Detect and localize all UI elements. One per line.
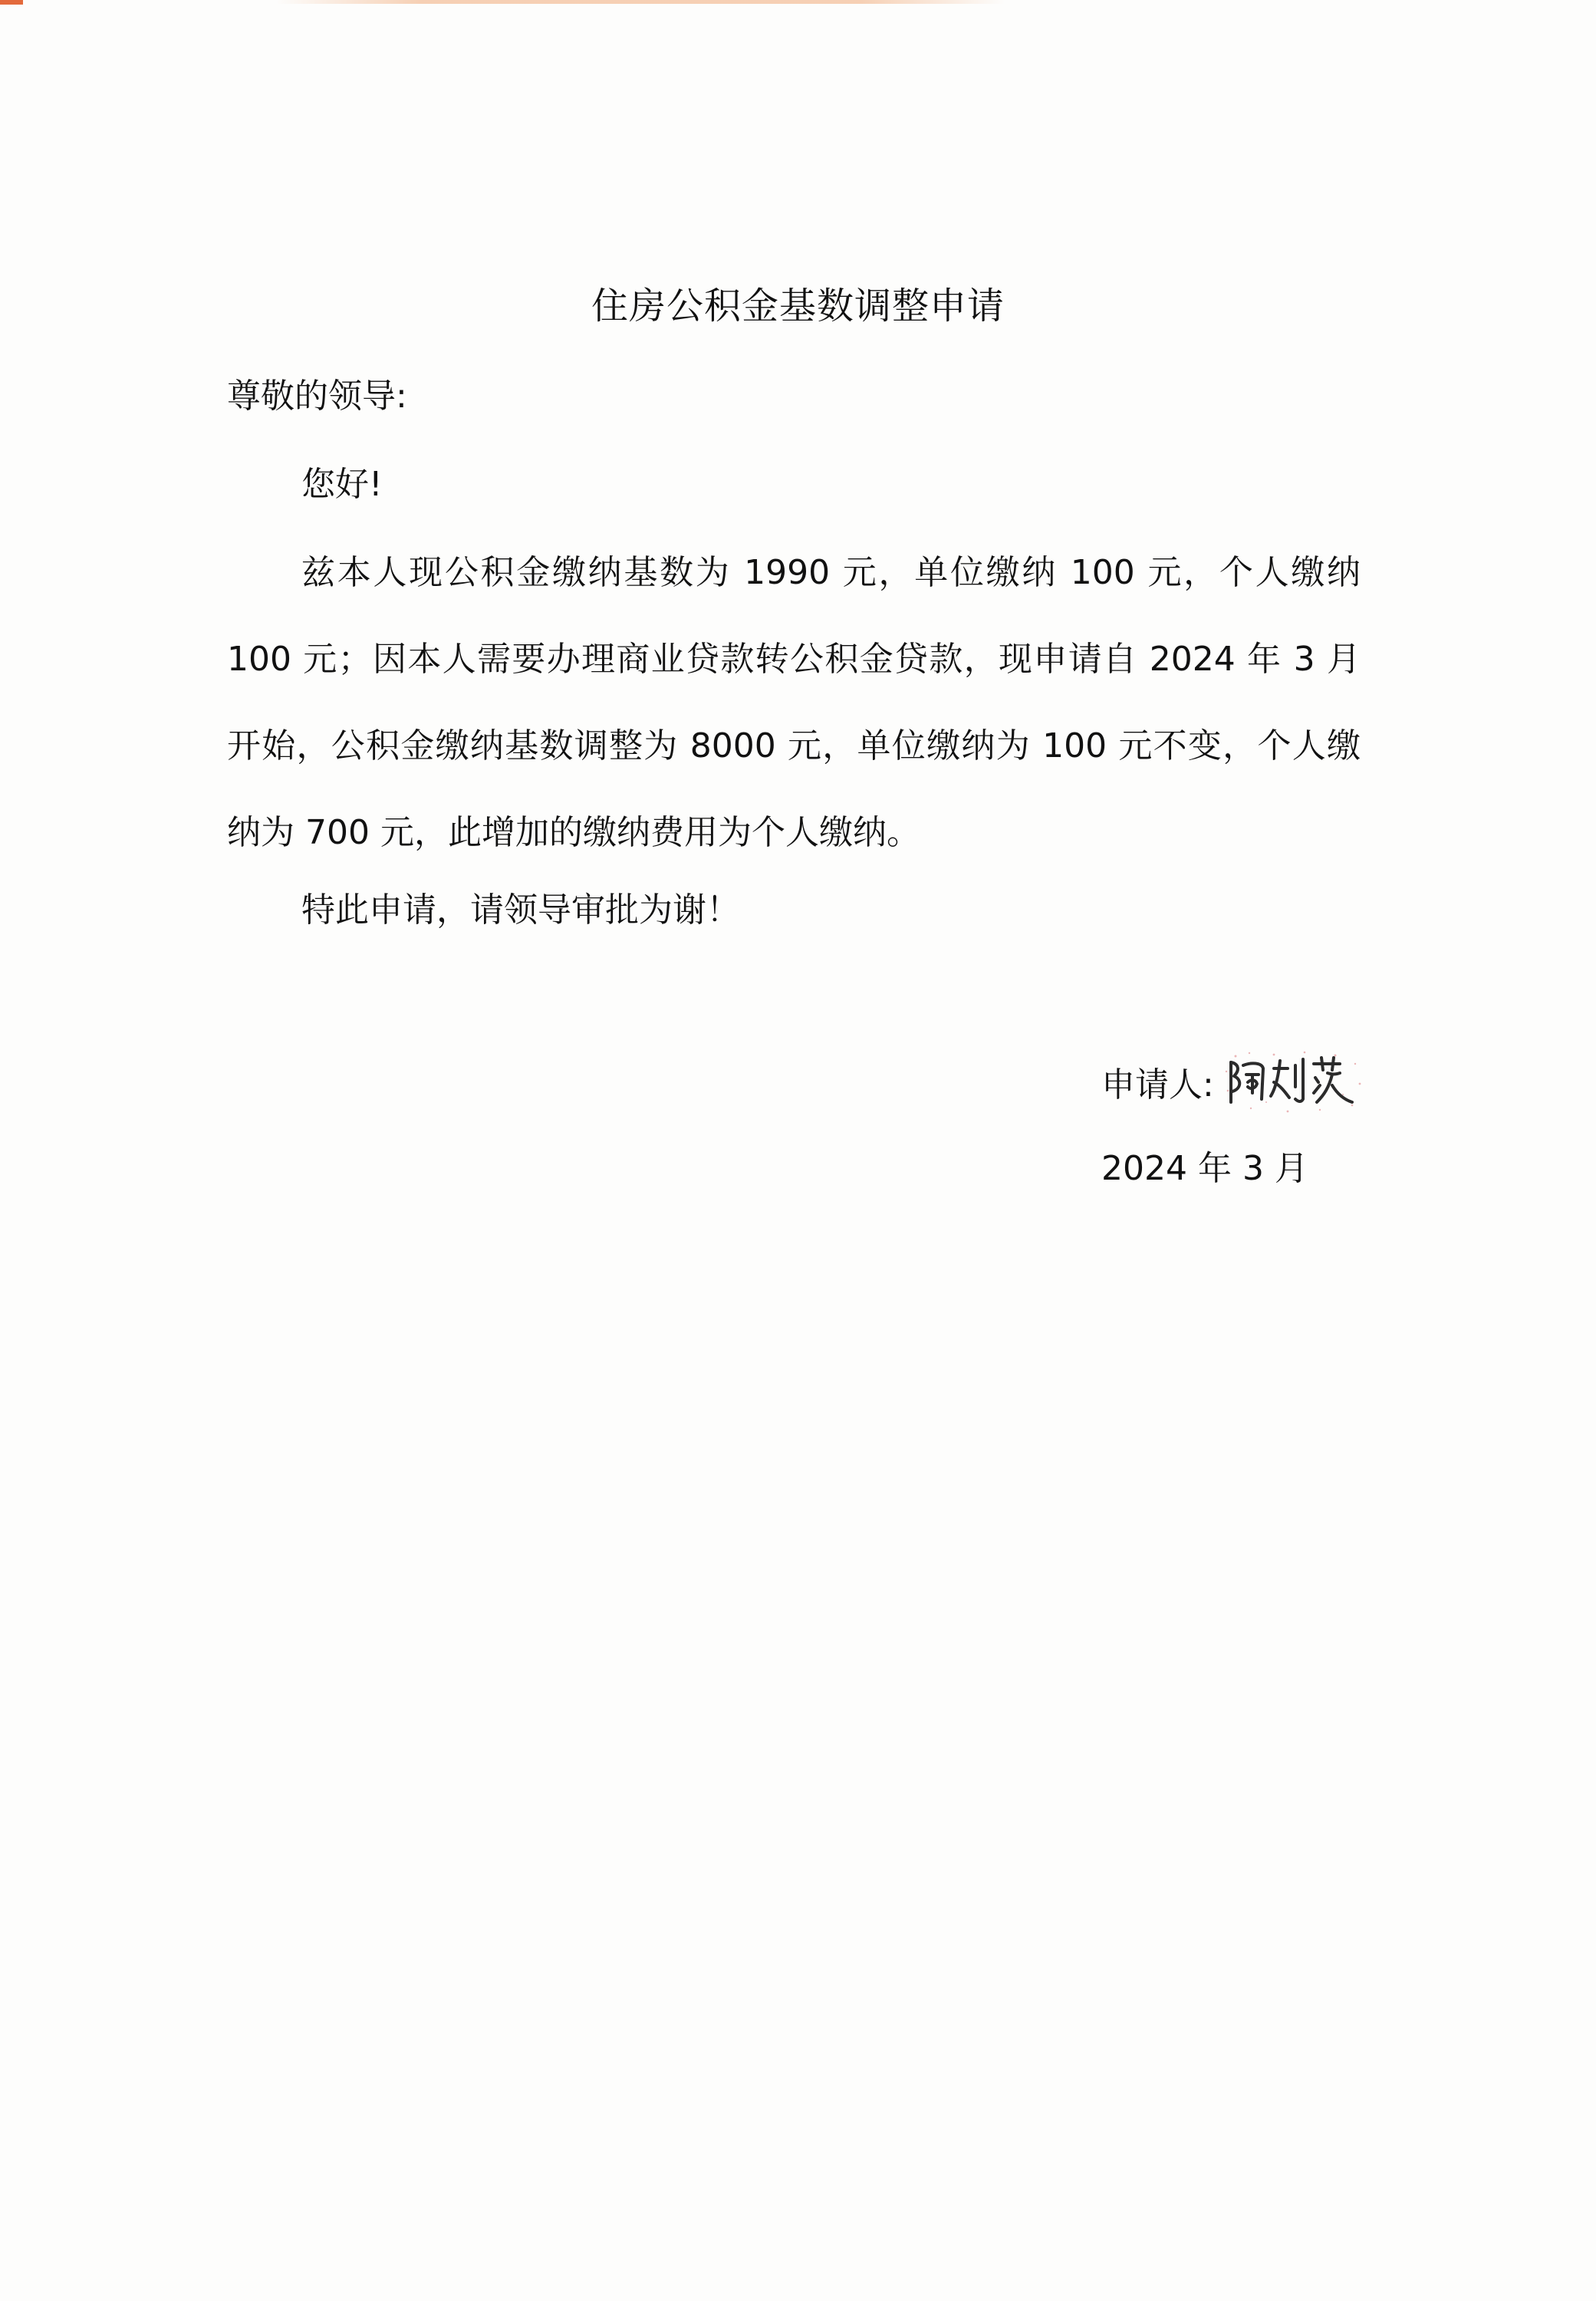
scan-edge-artifact bbox=[276, 0, 1005, 4]
handwritten-signature bbox=[1220, 1048, 1366, 1114]
applicant-label: 申请人: bbox=[1101, 1065, 1214, 1104]
salutation: 尊敬的领导: bbox=[227, 377, 407, 416]
application-date: 2024 年 3 月 bbox=[1101, 1149, 1308, 1188]
document-title: 住房公积金基数调整申请 bbox=[591, 285, 1005, 328]
body-paragraph: 兹本人现公积金缴纳基数为 1990 元，单位缴纳 100 元，个人缴纳 100 元；因本人需要办理商业贷款转公积金贷款，现申请自 2024 年 3 月开始，公积金缴纳基数调整为 8000 元，单位缴纳为 100 元不变，个人缴纳为 700 元，此增加的缴纳费用为个人缴纳。 bbox=[227, 553, 1361, 852]
scan-corner-artifact bbox=[0, 0, 23, 5]
closing-line: 特此申请，请领导审批为谢！ bbox=[301, 890, 740, 930]
applicant-row bbox=[1101, 1048, 1366, 1114]
greeting: 您好! bbox=[301, 465, 383, 504]
